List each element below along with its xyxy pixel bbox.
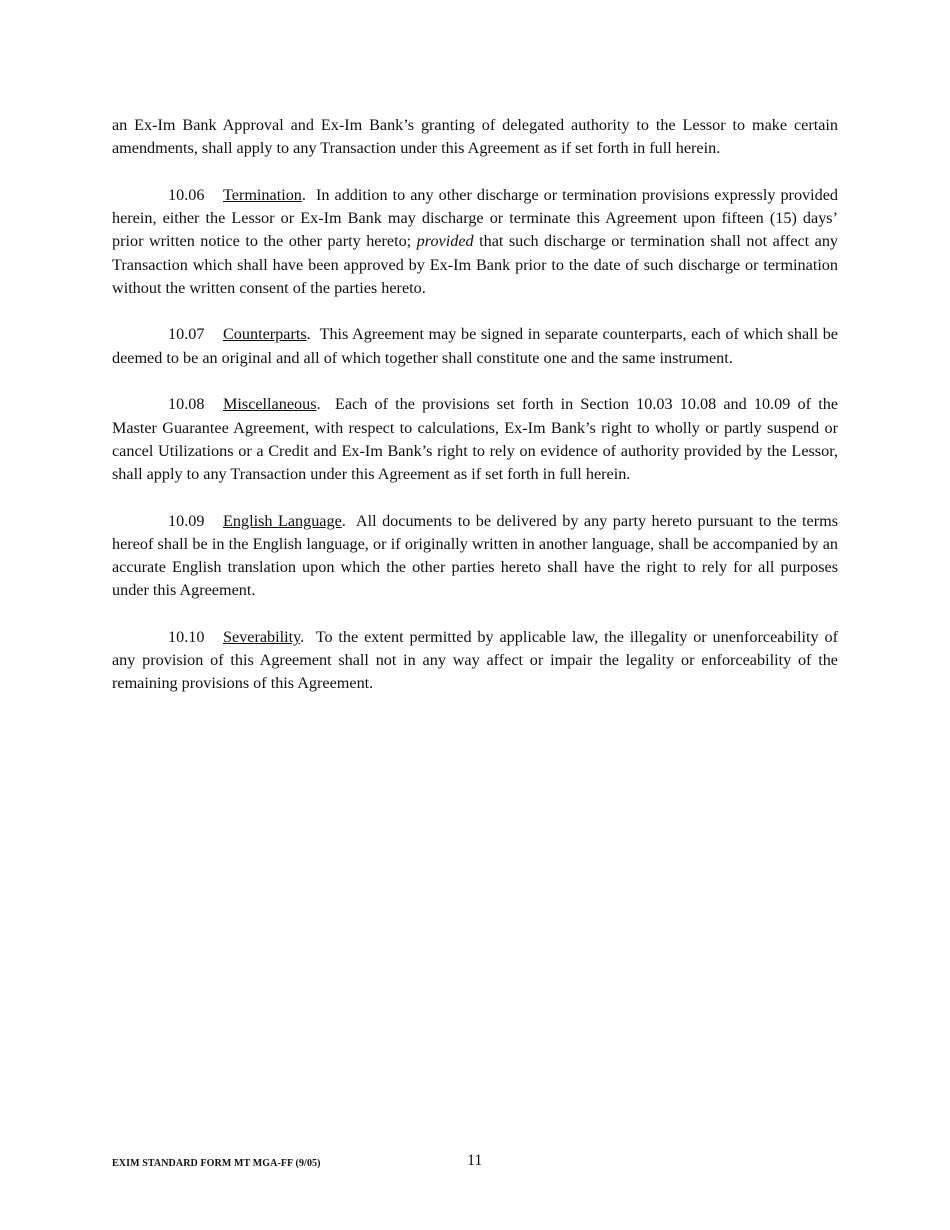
section-10-07 bbox=[112, 323, 838, 369]
section-10-06 bbox=[112, 184, 838, 300]
section-text: All documents to be delivered by any party hereto pursuant to the terms hereof shall be in the English language, or if originally written in another language, shall be accompanied by an accurate English translation upon which the other parties hereto shall have the right to rely for all purposes under this Agreement. bbox=[112, 511, 839, 600]
heading-punct: . bbox=[306, 325, 311, 344]
section-heading-termination: Termination bbox=[223, 185, 302, 204]
document-body bbox=[112, 114, 838, 719]
section-number: 10.08 bbox=[168, 395, 205, 414]
section-number: 10.06 bbox=[168, 185, 205, 204]
section-10-10 bbox=[112, 626, 838, 696]
heading-punct: . bbox=[301, 185, 306, 204]
section-heading-counterparts: Counterparts bbox=[223, 325, 307, 344]
section-text: This Agreement may be signed in separate counterparts, each of which shall be deemed to be an original and all of which together shall constitute one and the same instrument. bbox=[112, 325, 838, 367]
section-heading-severability: Severability bbox=[223, 627, 301, 646]
heading-punct: . bbox=[341, 511, 346, 530]
section-10-08 bbox=[112, 393, 838, 486]
section-heading-english-language: English Language bbox=[223, 511, 342, 530]
section-heading-miscellaneous: Miscellaneous bbox=[223, 395, 317, 414]
section-number: 10.09 bbox=[168, 511, 205, 530]
heading-punct: . bbox=[316, 395, 321, 414]
section-text: To the extent permitted by applicable law, the illegality or unenforceability of any provision of this Agreement shall not in any way affect or impair the legality or enforceability of the remaining provisions of this Agreement. bbox=[112, 627, 838, 693]
heading-punct: . bbox=[300, 627, 305, 646]
section-10-09 bbox=[112, 510, 838, 603]
page-number: 11 bbox=[467, 1152, 483, 1169]
section-text: In addition to any other discharge or termination provisions expressly provided herein, either the Lessor or Ex-Im Bank may discharge or terminate this Agreement upon fifteen (15) days’ prior written notice to the other party hereto; bbox=[112, 185, 839, 251]
section-text: Each of the provisions set forth in Section 10.03 10.08 and 10.09 of the Master Guarantee Agreement, with respect to calculations, Ex-Im Bank’s right to wholly or partly suspend or cancel Utilizations or a Credit and Ex-Im Bank’s right to rely on evidence of authority provided by the Lessor, shall apply to any Transaction under this Agreement as if set forth in full herein. bbox=[112, 395, 839, 483]
section-number: 10.10 bbox=[168, 627, 205, 646]
section-text-continued: that such discharge or termination shall not affect any Transaction which shall have been approved by Ex-Im Bank prior to the date of such discharge or termination without the written consent of the parties hereto. bbox=[112, 232, 839, 297]
section-number: 10.07 bbox=[168, 325, 205, 344]
provided-emphasis: provided bbox=[416, 232, 474, 251]
footer-form-id: EXIM STANDARD FORM MT MGA-FF (9/05) bbox=[112, 1158, 321, 1169]
continuation-paragraph: an Ex-Im Bank Approval and Ex-Im Bank’s granting of delegated authority to the Lessor to make certain amendments, shall apply to any Transaction under this Agreement as if set forth in full herein. bbox=[112, 116, 838, 158]
